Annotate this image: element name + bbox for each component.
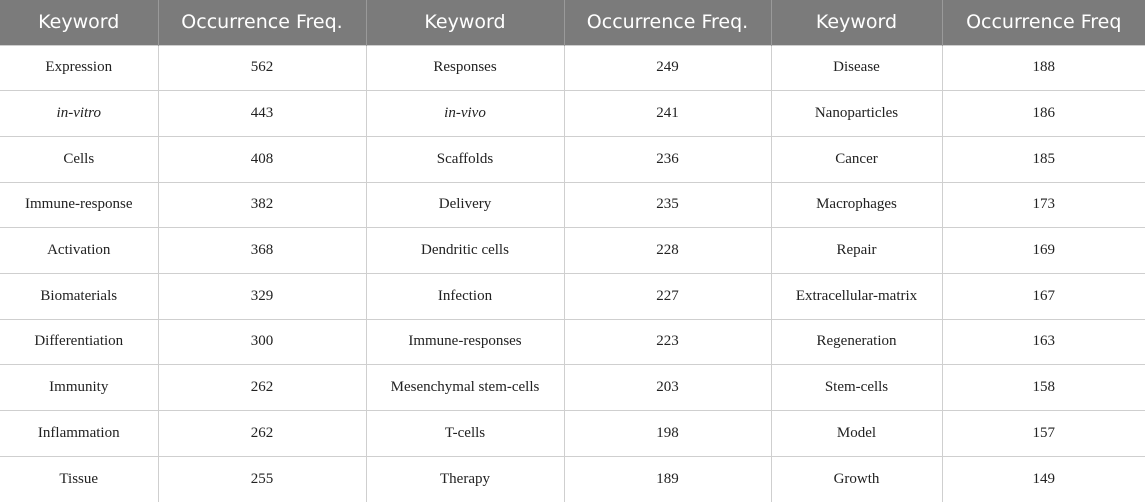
keyword-cell: Regeneration <box>771 319 942 365</box>
table-row <box>0 319 1145 365</box>
keyword-cell: Inflammation <box>0 411 158 457</box>
frequency-cell: 173 <box>942 182 1145 228</box>
keyword-cell: Disease <box>771 45 942 91</box>
header-keyword-2: Keyword <box>366 0 564 45</box>
keyword-cell: Cells <box>0 136 158 182</box>
keyword-cell: Scaffolds <box>366 136 564 182</box>
keyword-cell: Infection <box>366 273 564 319</box>
keyword-cell: T-cells <box>366 411 564 457</box>
table-row <box>0 365 1145 411</box>
frequency-cell: 163 <box>942 319 1145 365</box>
frequency-cell: 329 <box>158 273 366 319</box>
keyword-cell: Delivery <box>366 182 564 228</box>
frequency-cell: 262 <box>158 411 366 457</box>
keyword-cell: in-vitro <box>0 91 158 137</box>
frequency-cell: 249 <box>564 45 771 91</box>
frequency-cell: 227 <box>564 273 771 319</box>
table-row <box>0 456 1145 502</box>
table-row <box>0 273 1145 319</box>
frequency-cell: 236 <box>564 136 771 182</box>
table-row <box>0 228 1145 274</box>
table-header-row <box>0 0 1145 45</box>
frequency-cell: 203 <box>564 365 771 411</box>
frequency-cell: 185 <box>942 136 1145 182</box>
frequency-cell: 368 <box>158 228 366 274</box>
frequency-cell: 189 <box>564 456 771 502</box>
keyword-cell: Tissue <box>0 456 158 502</box>
table-row <box>0 136 1145 182</box>
table-row <box>0 411 1145 457</box>
frequency-cell: 562 <box>158 45 366 91</box>
header-frequency-2: Occurrence Freq. <box>564 0 771 45</box>
frequency-cell: 408 <box>158 136 366 182</box>
frequency-cell: 186 <box>942 91 1145 137</box>
frequency-cell: 158 <box>942 365 1145 411</box>
keyword-cell: Biomaterials <box>0 273 158 319</box>
keyword-cell: Differentiation <box>0 319 158 365</box>
frequency-cell: 149 <box>942 456 1145 502</box>
header-frequency-1: Occurrence Freq. <box>158 0 366 45</box>
frequency-cell: 228 <box>564 228 771 274</box>
keyword-cell: Activation <box>0 228 158 274</box>
frequency-cell: 157 <box>942 411 1145 457</box>
frequency-cell: 300 <box>158 319 366 365</box>
frequency-cell: 382 <box>158 182 366 228</box>
keyword-cell: in-vivo <box>366 91 564 137</box>
frequency-cell: 198 <box>564 411 771 457</box>
frequency-cell: 255 <box>158 456 366 502</box>
header-keyword-3: Keyword <box>771 0 942 45</box>
keyword-cell: Immunity <box>0 365 158 411</box>
keyword-cell: Extracellular-matrix <box>771 273 942 319</box>
keyword-cell: Therapy <box>366 456 564 502</box>
keyword-cell: Nanoparticles <box>771 91 942 137</box>
keyword-cell: Growth <box>771 456 942 502</box>
frequency-cell: 169 <box>942 228 1145 274</box>
frequency-cell: 241 <box>564 91 771 137</box>
frequency-cell: 235 <box>564 182 771 228</box>
keyword-cell: Macrophages <box>771 182 942 228</box>
frequency-cell: 262 <box>158 365 366 411</box>
keyword-cell: Stem-cells <box>771 365 942 411</box>
keyword-cell: Expression <box>0 45 158 91</box>
keyword-cell: Immune-response <box>0 182 158 228</box>
keyword-cell: Dendritic cells <box>366 228 564 274</box>
keyword-cell: Mesenchymal stem-cells <box>366 365 564 411</box>
keyword-cell: Responses <box>366 45 564 91</box>
keyword-cell: Model <box>771 411 942 457</box>
table-row <box>0 45 1145 91</box>
header-keyword-1: Keyword <box>0 0 158 45</box>
frequency-cell: 443 <box>158 91 366 137</box>
frequency-cell: 188 <box>942 45 1145 91</box>
keyword-cell: Cancer <box>771 136 942 182</box>
header-frequency-3: Occurrence Freq <box>942 0 1145 45</box>
keyword-cell: Immune-responses <box>366 319 564 365</box>
keyword-cell: Repair <box>771 228 942 274</box>
frequency-cell: 223 <box>564 319 771 365</box>
frequency-cell: 167 <box>942 273 1145 319</box>
table-row <box>0 182 1145 228</box>
table-row <box>0 91 1145 137</box>
